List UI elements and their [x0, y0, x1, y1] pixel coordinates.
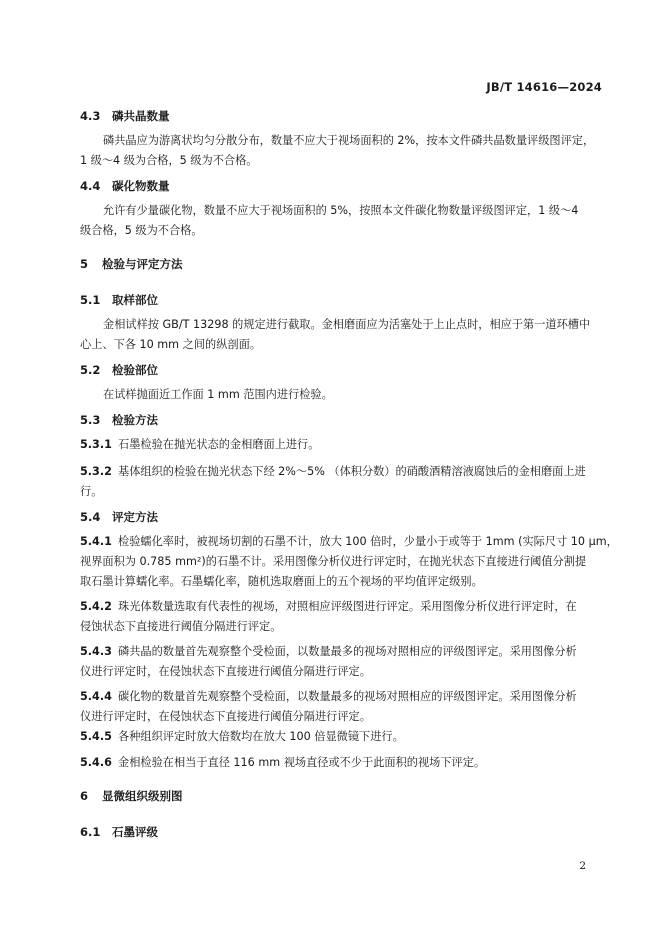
heading-title: 检验部位 [112, 363, 159, 377]
clause-5-4-4 [80, 687, 577, 707]
paragraph-line: 仪进行评定时，在侵蚀状态下直接进行阈值分隔进行评定。 [80, 710, 371, 723]
paragraph-line: 基体组织的检验在抛光状态下经 2%～5% （体积分数）的硝酸酒精溶液腐蚀后的金相磨面上进 [118, 465, 586, 478]
paragraph-line: 心上、下各 10 mm 之间的纵剖面。 [80, 338, 261, 351]
heading-title: 显微组织级别图 [102, 789, 183, 803]
heading-5-2 [80, 362, 158, 378]
heading-4-4 [80, 178, 170, 194]
paragraph-line: 1 级～4 级为合格，5 级为不合格。 [80, 154, 258, 167]
heading-number: 5 [80, 257, 89, 271]
page-number: 2 [579, 860, 586, 872]
paragraph-line: 金相检验在相当于直径 116 mm 视场直径或不少于此面积的视场下评定。 [118, 756, 486, 769]
clause-number: 5.4.3 [80, 645, 112, 658]
heading-title: 石墨评级 [112, 825, 159, 839]
clause-number: 5.3.2 [80, 465, 112, 478]
heading-number: 6.1 [80, 825, 101, 839]
heading-5-1 [80, 292, 158, 308]
standard-code: JB/T 14616—2024 [486, 80, 602, 94]
paragraph-line: 侵蚀状态下直接进行阈值分隔进行评定。 [80, 620, 282, 633]
paragraph-line: 各种组织评定时放大倍数均在放大 100 倍显微镜下进行。 [118, 730, 404, 743]
paragraph-line: 金相试样按 GB/T 13298 的规定进行截取。金相磨面应为活塞处于上止点时，相应于第一道环槽中 [103, 318, 591, 331]
heading-number: 5.2 [80, 363, 101, 377]
heading-number: 5.4 [80, 510, 101, 524]
clause-number: 5.4.4 [80, 690, 112, 703]
paragraph-line: 级合格，5 级为不合格。 [80, 224, 203, 237]
heading-5-4 [80, 509, 158, 525]
paragraph-line: 石墨检验在抛光状态的金相磨面上进行。 [118, 438, 320, 451]
heading-5-3 [80, 412, 158, 428]
clause-5-3-2 [80, 462, 586, 482]
heading-title: 评定方法 [112, 510, 159, 524]
paragraph-line: 磷共晶应为游离状均匀分散分布，数量不应大于视场面积的 2%，按本文件磷共晶数量评级图评定， [103, 134, 595, 147]
heading-title: 取样部位 [112, 293, 159, 307]
clause-5-4-1 [80, 532, 618, 552]
paragraph-line: 仪进行评定时，在侵蚀状态下直接进行阈值分隔进行评定。 [80, 665, 371, 678]
clause-5-4-3 [80, 642, 577, 662]
heading-4-3 [80, 108, 170, 124]
clause-number: 5.4.5 [80, 730, 112, 743]
clause-number: 5.4.6 [80, 756, 112, 769]
heading-6-1 [80, 824, 158, 840]
paragraph-line: 碳化物的数量首先观察整个受检面，以数量最多的视场对照相应的评级图评定。采用图像分析 [118, 690, 577, 703]
clause-5-3-1 [80, 435, 319, 455]
paragraph-line: 视界面积为 0.785 mm²)的石墨不计。采用图像分析仪进行评定时，在抛光状态下直接进行阈值分割提 [80, 555, 587, 568]
clause-5-4-6 [80, 753, 485, 773]
clause-number: 5.4.2 [80, 600, 112, 613]
heading-6 [80, 788, 183, 804]
heading-title: 碳化物数量 [112, 179, 170, 193]
heading-number: 4.3 [80, 109, 101, 123]
clause-5-4-2 [80, 597, 577, 617]
clause-5-4-5 [80, 727, 404, 747]
heading-number: 5.1 [80, 293, 101, 307]
clause-number: 5.3.1 [80, 438, 112, 451]
heading-title: 检验与评定方法 [102, 257, 183, 271]
paragraph-line: 在试样抛面近工作面 1 mm 范围内进行检验。 [103, 388, 333, 401]
paragraph-line: 取石墨计算蠕化率。石墨蠕化率，随机选取磨面上的五个视场的平均值评定级别。 [80, 575, 483, 588]
paragraph-line: 行。 [80, 485, 103, 498]
heading-number: 4.4 [80, 179, 101, 193]
paragraph-line: 珠光体数量选取有代表性的视场，对照相应评级图进行评定。采用图像分析仪进行评定时，在 [118, 600, 577, 613]
clause-number: 5.4.1 [80, 535, 112, 548]
paragraph-line: 检验蠕化率时，被视场切割的石墨不计，放大 100 倍时，少量小于或等于 1mm (实际尺寸 10 μm， [118, 535, 618, 548]
paragraph-line: 磷共晶的数量首先观察整个受检面，以数量最多的视场对照相应的评级图评定。采用图像分析 [118, 645, 577, 658]
heading-title: 检验方法 [112, 413, 159, 427]
heading-number: 6 [80, 789, 89, 803]
heading-5 [80, 256, 183, 272]
heading-number: 5.3 [80, 413, 101, 427]
heading-title: 磷共晶数量 [112, 109, 170, 123]
paragraph-line: 允许有少量碳化物，数量不应大于视场面积的 5%，按照本文件碳化物数量评级图评定，1 级～4 [103, 204, 579, 217]
